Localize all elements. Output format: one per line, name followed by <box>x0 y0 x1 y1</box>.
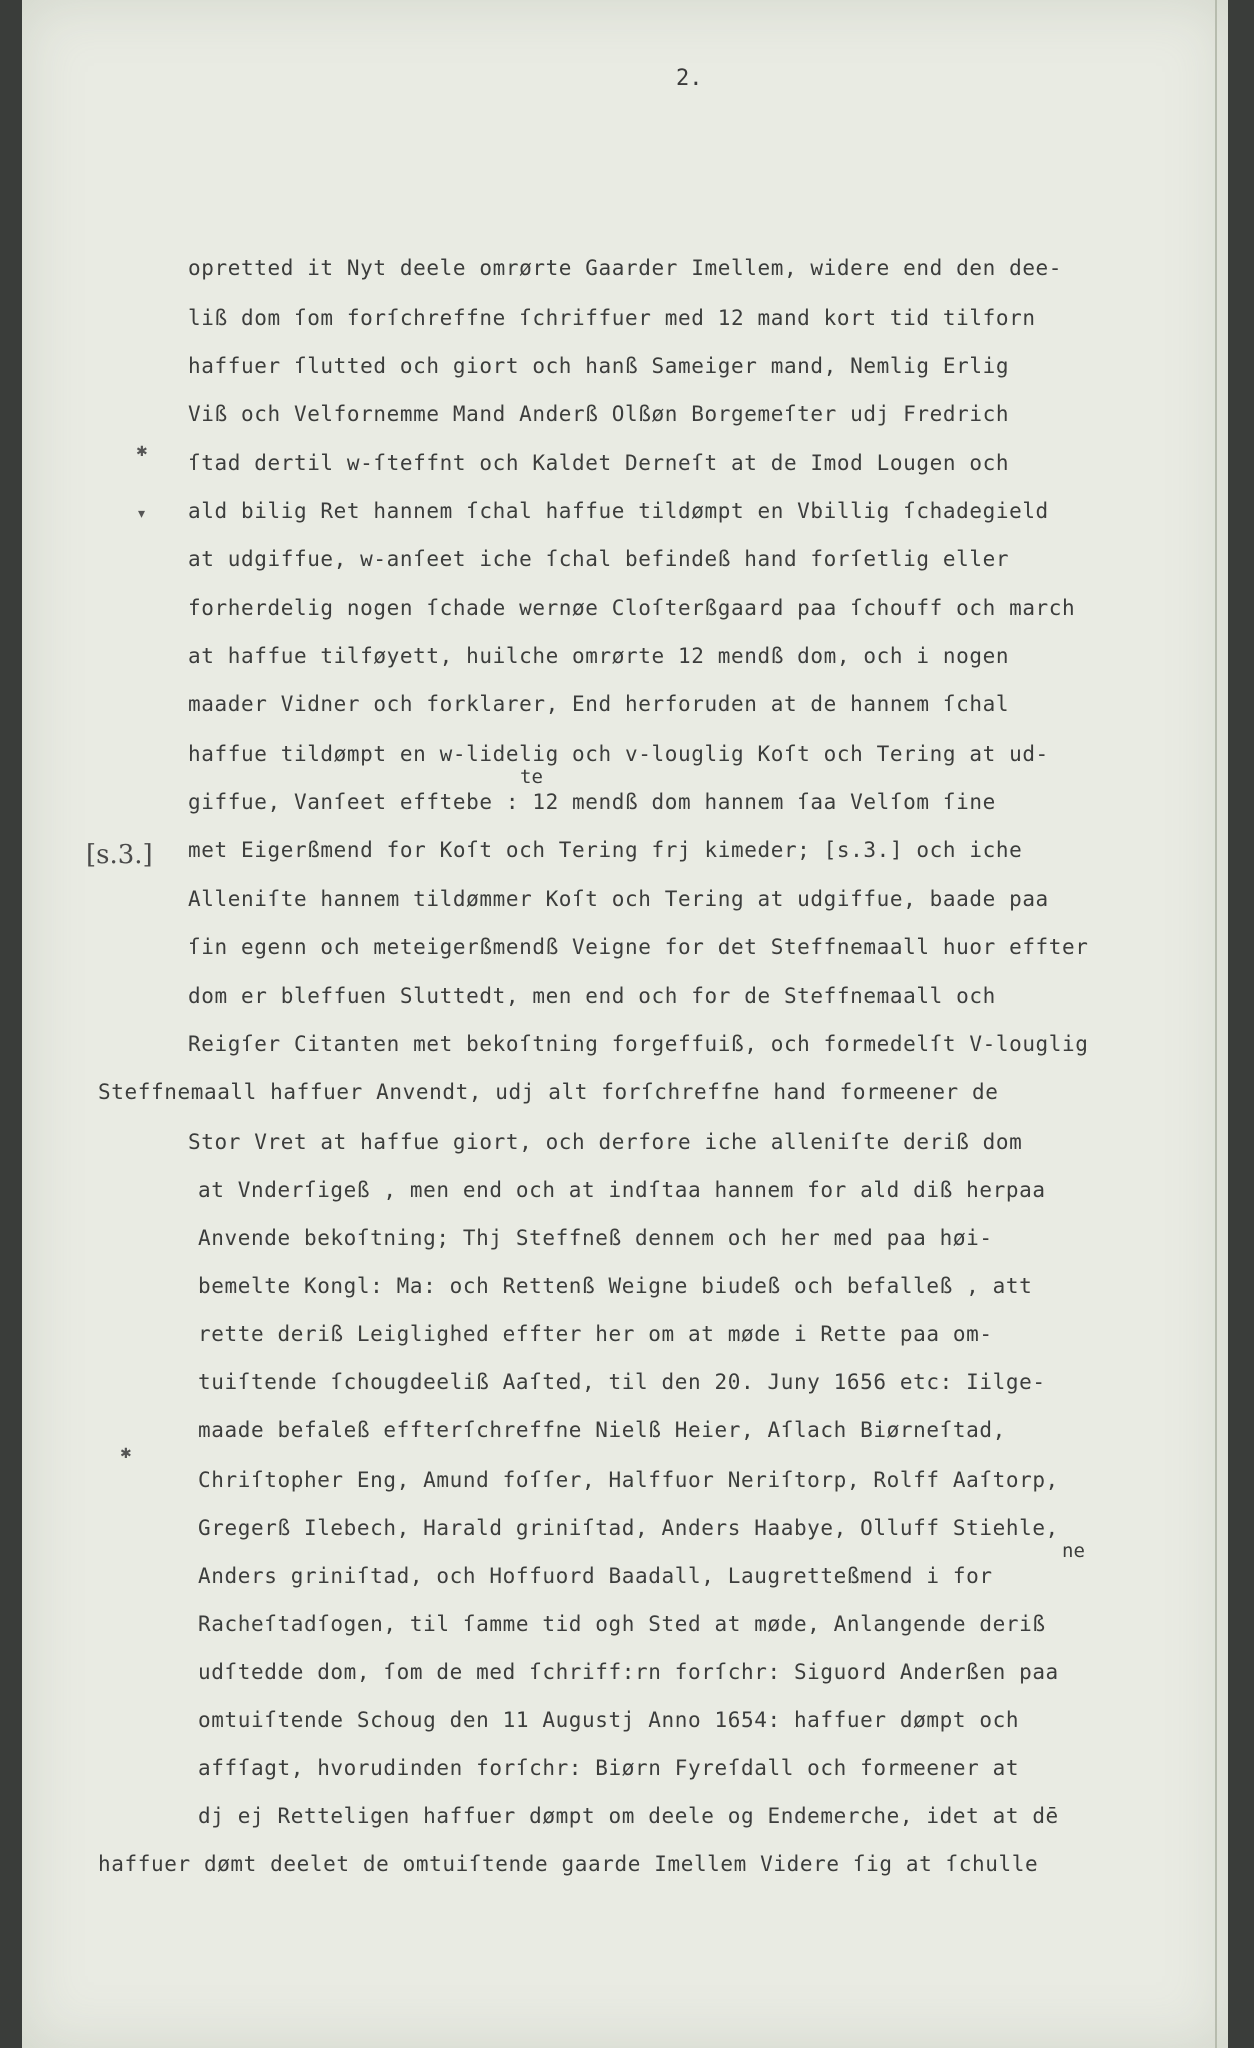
text-line: met Eigerßmend for Koſt och Tering frj kimeder; [s.3.] och iche <box>188 838 1023 862</box>
text-line: maader Vidner och forklarer, End herforuden at de hannem ſchal <box>188 692 1010 716</box>
text-line: giffue, Vanſeet efftebe : 12 mendß dom hannem ſaa Velſom ſine <box>188 790 996 814</box>
text-line: Racheſtadſogen, til ſamme tid ogh Sted at møde, Anlangende deriß <box>198 1612 1046 1636</box>
text-line: omtuiſtende Schoug den 11 Augustj Anno 1654: haffuer dømpt och <box>198 1708 1020 1732</box>
text-line: maade befaleß effterſchreffne Nielß Heier, Aſlach Biørneſtad, <box>198 1418 1006 1442</box>
text-line: Alleniſte hannem tildømmer Koſt och Tering at udgiffue, baade paa <box>188 887 1049 911</box>
margin-mark: ▾ <box>138 506 146 522</box>
text-line: Anvende bekoſtning; Thj Steffneß dennem och her med paa høi- <box>198 1226 993 1250</box>
text-line: affſagt, hvorudinden forſchr: Biørn Fyreſdall och formeener at <box>198 1756 1020 1780</box>
text-line: dj ej Retteligen haffuer dømpt om deele og Endemerche, idet at dē <box>198 1804 1059 1828</box>
text-line: bemelte Kongl: Ma: och Rettenß Weigne biudeß och befalleß , att <box>198 1274 1033 1298</box>
page-edge-rule <box>1215 0 1217 2048</box>
text-line: ald bilig Ret hannem ſchal haffue tildømpt en Vbillig ſchadegield <box>188 499 1049 523</box>
text-line: rette deriß Leiglighed effter her om at møde i Rette paa om- <box>198 1322 993 1346</box>
margin-mark: ✱ <box>120 1446 132 1462</box>
text-line: Reigſer Citanten met bekoſtning forgeffuiß, och formedelſt V-louglig <box>188 1032 1089 1056</box>
margin-mark: ✱ <box>136 444 148 460</box>
document-page <box>22 0 1228 2048</box>
text-line: udſtedde dom, ſom de med ſchriff:rn forſchr: Siguord Anderßen paa <box>198 1660 1059 1684</box>
text-line: opretted it Nyt deele omrørte Gaarder Imellem, widere end den dee- <box>188 256 1063 280</box>
text-line: Anders griniſtad, och Hoffuord Baadall, Laugretteßmend i for <box>198 1564 993 1588</box>
text-line: at haffue tilføyett, huilche omrørte 12 mendß dom, och i nogen <box>188 644 1010 668</box>
text-line: liß dom ſom forſchreffne ſchriffuer med 12 mand kort tid tilforn <box>188 306 1036 330</box>
text-line: haffuer ſlutted och giort och hanß Sameiger mand, Nemlig Erlig <box>188 354 1010 378</box>
text-line: tuiſtende ſchougdeeliß Aaſted, til den 20. Juny 1656 etc: Iilge- <box>198 1370 1046 1394</box>
margin-page-reference: [s.3.] <box>86 840 153 870</box>
text-line: haffuer dømt deelet de omtuiſtende gaarde Imellem Videre ſig at ſchulle <box>98 1852 1039 1876</box>
page-number: 2. <box>676 66 703 91</box>
text-line: dom er bleffuen Sluttedt, men end och for de Steffnemaall och <box>188 984 996 1008</box>
text-line: Steffnemaall haffuer Anvendt, udj alt forſchreffne hand formeener de <box>98 1080 999 1104</box>
text-line: ſtad dertil w-ſteffnt och Kaldet Derneſt at de Imod Lougen och <box>188 451 1010 475</box>
text-line: at udgiffue, w-anſeet iche ſchal befindeß hand forſetlig eller <box>188 547 1010 571</box>
superscript-te: te <box>520 766 543 788</box>
text-line: Stor Vret at haffue giort, och derfore iche alleniſte deriß dom <box>188 1130 1023 1154</box>
superscript-ne: ne <box>1062 1540 1085 1562</box>
text-line: haffue tildømpt en w-lidelig och v-louglig Koſt och Tering at ud- <box>188 742 1049 766</box>
text-line: Chriſtopher Eng, Amund foſſer, Halffuor Neriſtorp, Rolff Aaſtorp, <box>198 1468 1059 1492</box>
text-line: at Vnderſigeß , men end och at indſtaa hannem for ald diß herpaa <box>198 1178 1046 1202</box>
text-line: Gregerß Ilebech, Harald griniſtad, Anders Haabye, Olluff Stiehle, <box>198 1516 1059 1540</box>
text-line: ſin egenn och meteigerßmendß Veigne for det Steffnemaall huor effter <box>188 935 1089 959</box>
text-line: forherdelig nogen ſchade wernøe Cloſterßgaard paa ſchouff och march <box>188 596 1076 620</box>
text-line: Viß och Velfornemme Mand Anderß Olßøn Borgemeſter udj Fredrich <box>188 402 1010 426</box>
